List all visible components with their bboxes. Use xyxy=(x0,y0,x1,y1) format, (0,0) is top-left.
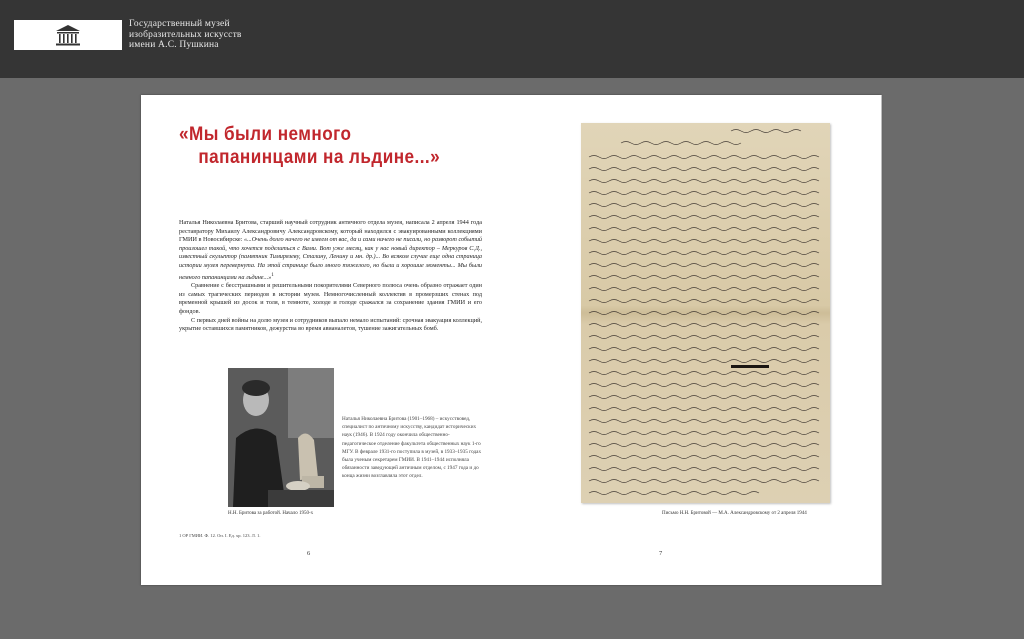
museum-name xyxy=(129,19,242,51)
biography-text: Наталья Николаевна Бритова (1901–1968) – искусствовед, специалист по античному искусству, кандидат исторических наук (1946). В 1924 году окончила общественно-педагогическое отделение факультета общественных наук 1-го МГУ. В феврале 1931-го поступила в музей, в 1933–1935 годах была ученым секретарем ГМИИ. В 1941–1944 исполняла обязанности заведующей античным отделом, с 1947 года и до конца жизни возглавляла этот отдел. xyxy=(342,416,482,480)
portrait-image xyxy=(228,368,334,507)
letter-caption: Письмо Н.Н. Бритовой — М.А. Александровскому от 2 апреля 1944 xyxy=(662,511,807,516)
museum-name-line: имени А.С. Пушкина xyxy=(129,40,219,50)
handwritten-letter-image xyxy=(581,123,830,503)
headline-line: папанинцами на льдине...» xyxy=(198,146,441,168)
article-body xyxy=(179,219,482,334)
footnote-mark: 1 xyxy=(271,271,274,278)
body-paragraph: Сравнение с бесстрашными и решительными покорителями Северного полюса очень образно отражает один из самых трагических периодов в истории музея. Немногочисленный коллектив в промерзших стенах под временной крышей из досок и толя, в темноте, холоде и голоде сражался за сохранение здания ГМИИ и его фондов. xyxy=(179,282,482,315)
paragraph-intro: Наталья Николаевна Бритова, старший научный сотрудник античного отдела музея, написала 2 апреля 1944 года реставратору Михаилу Александровичу Александровскому, который находился с эвакуированными коллекциями ГМИИ в Новосибирске: xyxy=(179,219,482,244)
museum-name-line: Государственный музей xyxy=(129,19,230,29)
body-paragraph: С первых дней войны на долю музея и сотрудников выпало немало испытаний: срочная эвакуация коллекций, укрытие оставшихся памятников, дежурства во время авианалетов, тушение зажигательных бомб. xyxy=(179,316,482,333)
photo-caption: Н.Н. Бритова за работой. Начало 1950-х xyxy=(228,511,314,516)
page-number-right: 7 xyxy=(659,550,663,557)
page-number-left: 6 xyxy=(307,550,311,557)
handwriting-scribble xyxy=(581,123,830,503)
britova-photo xyxy=(228,368,334,507)
book-spread-slide xyxy=(141,95,881,585)
headline-line: «Мы были немного xyxy=(179,123,352,145)
letter-quote: «...Очень долго ничего не имеем от вас, да и сами ничего не писали, но разворот событий произошел такой, что хочется поделиться с Вами. Вот уже месяц, как у нас новый директор – Меркуров С.Д., известный скульптор (памятник Тимирязеву, Сталину, Ленину и мн. др.)... Во всяком случае еще одна страница истории музея перевернута. На этой странице было много тяжелого, но были и хорошие моменты... Мы были немного папанинцами на льдине...» xyxy=(179,236,483,281)
museum-name-line: изобразительных искусств xyxy=(129,29,242,40)
article-headline xyxy=(179,123,461,169)
body-paragraph xyxy=(179,219,482,282)
footnote: 1 ОР ГМИИ. Ф. 12. Оп. I. Ед. хр. 123. Л. 1. xyxy=(179,533,261,538)
museum-building-icon xyxy=(54,23,82,47)
museum-header-bar xyxy=(0,0,1024,78)
museum-logo[interactable] xyxy=(14,20,122,50)
